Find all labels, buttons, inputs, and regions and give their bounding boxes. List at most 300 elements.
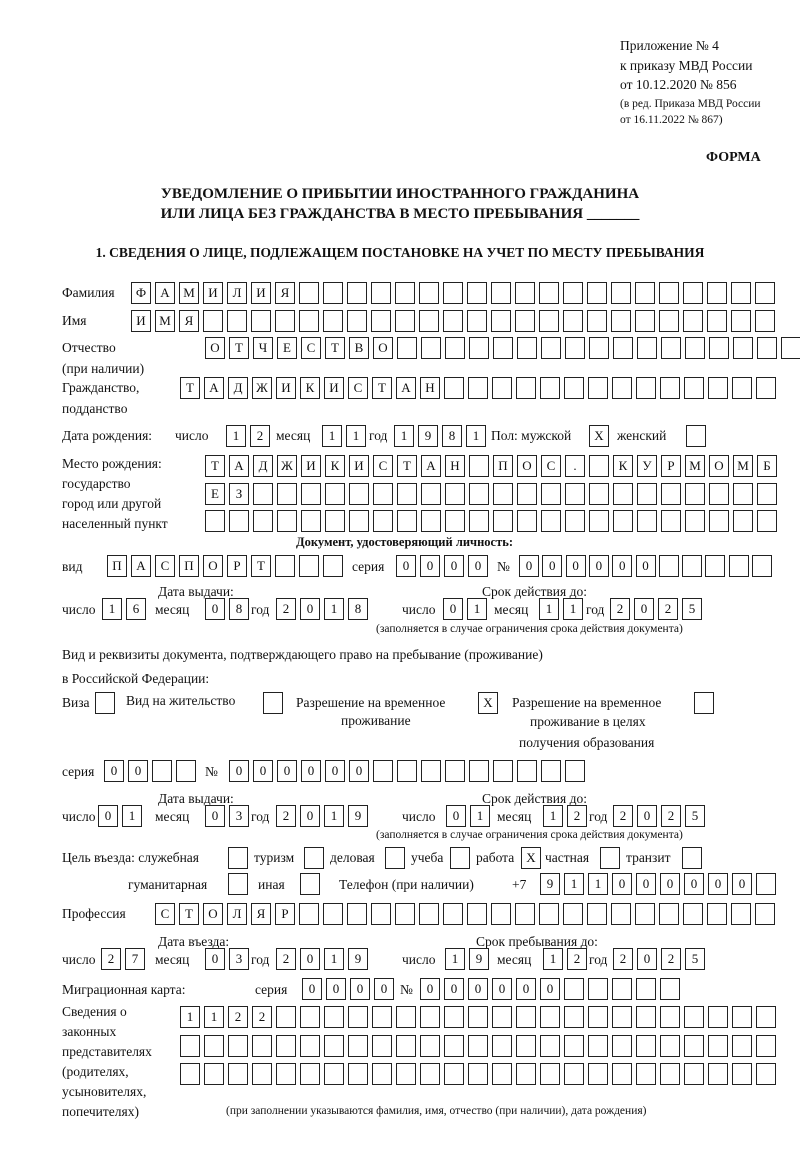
char-cell[interactable] — [469, 760, 489, 782]
char-cell[interactable]: 0 — [205, 948, 225, 970]
char-cell[interactable] — [612, 1035, 632, 1057]
char-cell[interactable] — [467, 903, 487, 925]
char-cell[interactable] — [752, 555, 772, 577]
char-cell[interactable] — [539, 282, 559, 304]
char-cell[interactable]: Д — [228, 377, 248, 399]
char-cell[interactable]: Т — [251, 555, 271, 577]
char-cell[interactable]: 0 — [444, 555, 464, 577]
char-cell[interactable] — [348, 1035, 368, 1057]
char-cell[interactable] — [300, 873, 320, 895]
char-cell[interactable]: Я — [275, 282, 295, 304]
char-cell[interactable] — [659, 555, 679, 577]
char-cell[interactable] — [324, 1006, 344, 1028]
char-cell[interactable]: 0 — [566, 555, 586, 577]
char-cell[interactable] — [371, 903, 391, 925]
char-cell[interactable] — [385, 847, 405, 869]
char-cell[interactable]: 2 — [610, 598, 630, 620]
char-cell[interactable] — [397, 510, 417, 532]
char-cell[interactable] — [445, 760, 465, 782]
char-cell[interactable]: С — [348, 377, 368, 399]
char-cell[interactable] — [228, 1063, 248, 1085]
char-cell[interactable] — [757, 510, 777, 532]
char-cell[interactable]: 1 — [346, 425, 366, 447]
char-cell[interactable] — [635, 903, 655, 925]
char-cell[interactable] — [396, 1035, 416, 1057]
char-cell[interactable] — [515, 903, 535, 925]
char-cell[interactable]: 1 — [324, 805, 344, 827]
char-cell[interactable]: П — [107, 555, 127, 577]
char-cell[interactable] — [371, 310, 391, 332]
char-cell[interactable] — [300, 1063, 320, 1085]
char-cell[interactable] — [588, 1063, 608, 1085]
char-cell[interactable] — [301, 510, 321, 532]
char-cell[interactable] — [373, 483, 393, 505]
char-cell[interactable] — [659, 903, 679, 925]
char-cell[interactable] — [450, 847, 470, 869]
char-cell[interactable] — [587, 310, 607, 332]
char-cell[interactable]: 0 — [540, 978, 560, 1000]
char-cell[interactable] — [419, 310, 439, 332]
char-cell[interactable] — [612, 377, 632, 399]
char-cell[interactable] — [683, 310, 703, 332]
char-cell[interactable] — [636, 1006, 656, 1028]
char-cell[interactable]: Л — [227, 903, 247, 925]
char-cell[interactable]: К — [325, 455, 345, 477]
char-cell[interactable]: 0 — [542, 555, 562, 577]
char-cell[interactable]: 0 — [302, 978, 322, 1000]
char-cell[interactable] — [397, 760, 417, 782]
char-cell[interactable] — [419, 282, 439, 304]
char-cell[interactable] — [493, 483, 513, 505]
char-cell[interactable] — [708, 1035, 728, 1057]
char-cell[interactable] — [661, 337, 681, 359]
char-cell[interactable] — [611, 282, 631, 304]
char-cell[interactable]: 8 — [442, 425, 462, 447]
char-cell[interactable] — [636, 978, 656, 1000]
char-cell[interactable] — [420, 1063, 440, 1085]
char-cell[interactable] — [756, 1006, 776, 1028]
char-cell[interactable]: 0 — [589, 555, 609, 577]
char-cell[interactable]: 1 — [324, 948, 344, 970]
char-cell[interactable]: 1 — [324, 598, 344, 620]
char-cell[interactable] — [371, 282, 391, 304]
char-cell[interactable] — [611, 903, 631, 925]
char-cell[interactable] — [708, 1006, 728, 1028]
char-cell[interactable] — [707, 282, 727, 304]
char-cell[interactable] — [467, 310, 487, 332]
char-cell[interactable] — [756, 1063, 776, 1085]
char-cell[interactable]: 9 — [348, 948, 368, 970]
char-cell[interactable]: 1 — [122, 805, 142, 827]
char-cell[interactable]: 0 — [229, 760, 249, 782]
char-cell[interactable] — [469, 455, 489, 477]
char-cell[interactable]: Д — [253, 455, 273, 477]
char-cell[interactable]: 2 — [252, 1006, 272, 1028]
char-cell[interactable] — [540, 377, 560, 399]
char-cell[interactable]: 0 — [443, 598, 463, 620]
char-cell[interactable]: 0 — [468, 555, 488, 577]
char-cell[interactable] — [323, 903, 343, 925]
char-cell[interactable]: Л — [227, 282, 247, 304]
char-cell[interactable] — [588, 978, 608, 1000]
char-cell[interactable]: 0 — [98, 805, 118, 827]
char-cell[interactable]: 2 — [228, 1006, 248, 1028]
char-cell[interactable] — [348, 1006, 368, 1028]
char-cell[interactable]: И — [301, 455, 321, 477]
char-cell[interactable]: 0 — [636, 555, 656, 577]
char-cell[interactable]: 2 — [276, 598, 296, 620]
char-cell[interactable]: 1 — [564, 873, 584, 895]
char-cell[interactable]: 0 — [637, 805, 657, 827]
char-cell[interactable]: 0 — [300, 948, 320, 970]
char-cell[interactable]: 0 — [492, 978, 512, 1000]
char-cell[interactable]: 2 — [276, 948, 296, 970]
char-cell[interactable] — [541, 483, 561, 505]
char-cell[interactable] — [468, 1035, 488, 1057]
char-cell[interactable] — [684, 1006, 704, 1028]
char-cell[interactable] — [347, 310, 367, 332]
char-cell[interactable]: Б — [757, 455, 777, 477]
char-cell[interactable]: М — [179, 282, 199, 304]
char-cell[interactable] — [660, 377, 680, 399]
char-cell[interactable]: 0 — [420, 555, 440, 577]
char-cell[interactable]: Т — [229, 337, 249, 359]
char-cell[interactable] — [540, 1035, 560, 1057]
char-cell[interactable]: 0 — [519, 555, 539, 577]
char-cell[interactable]: У — [637, 455, 657, 477]
char-cell[interactable] — [637, 337, 657, 359]
char-cell[interactable]: 3 — [229, 948, 249, 970]
char-cell[interactable] — [323, 555, 343, 577]
char-cell[interactable] — [684, 1035, 704, 1057]
char-cell[interactable] — [396, 1006, 416, 1028]
char-cell[interactable]: О — [517, 455, 537, 477]
char-cell[interactable]: 1 — [467, 598, 487, 620]
char-cell[interactable] — [564, 377, 584, 399]
char-cell[interactable] — [683, 903, 703, 925]
char-cell[interactable] — [275, 555, 295, 577]
char-cell[interactable] — [541, 760, 561, 782]
char-cell[interactable] — [228, 847, 248, 869]
char-cell[interactable]: 1 — [180, 1006, 200, 1028]
char-cell[interactable] — [517, 760, 537, 782]
char-cell[interactable]: 3 — [229, 805, 249, 827]
char-cell[interactable]: С — [155, 555, 175, 577]
char-cell[interactable]: Н — [445, 455, 465, 477]
char-cell[interactable]: 0 — [300, 598, 320, 620]
char-cell[interactable]: И — [324, 377, 344, 399]
char-cell[interactable] — [587, 903, 607, 925]
char-cell[interactable]: М — [685, 455, 705, 477]
char-cell[interactable]: 1 — [543, 948, 563, 970]
char-cell[interactable] — [299, 310, 319, 332]
char-cell[interactable] — [756, 873, 776, 895]
char-cell[interactable] — [491, 310, 511, 332]
char-cell[interactable] — [467, 282, 487, 304]
char-cell[interactable] — [395, 282, 415, 304]
char-cell[interactable] — [707, 310, 727, 332]
char-cell[interactable] — [444, 1006, 464, 1028]
char-cell[interactable] — [516, 1063, 536, 1085]
char-cell[interactable]: 0 — [396, 555, 416, 577]
char-cell[interactable] — [708, 1063, 728, 1085]
char-cell[interactable] — [755, 282, 775, 304]
char-cell[interactable]: 1 — [543, 805, 563, 827]
char-cell[interactable] — [588, 377, 608, 399]
char-cell[interactable]: Ч — [253, 337, 273, 359]
char-cell[interactable]: 0 — [634, 598, 654, 620]
char-cell[interactable] — [516, 1035, 536, 1057]
char-cell[interactable]: А — [155, 282, 175, 304]
char-cell[interactable]: 2 — [613, 948, 633, 970]
char-cell[interactable] — [685, 337, 705, 359]
char-cell[interactable] — [589, 510, 609, 532]
char-cell[interactable] — [683, 282, 703, 304]
char-cell[interactable] — [612, 1063, 632, 1085]
char-cell[interactable] — [180, 1035, 200, 1057]
char-cell[interactable]: 9 — [418, 425, 438, 447]
char-cell[interactable]: З — [229, 483, 249, 505]
char-cell[interactable] — [228, 1035, 248, 1057]
char-cell[interactable] — [468, 1006, 488, 1028]
char-cell[interactable] — [612, 978, 632, 1000]
char-cell[interactable] — [637, 483, 657, 505]
char-cell[interactable]: Т — [397, 455, 417, 477]
char-cell[interactable]: 0 — [350, 978, 370, 1000]
char-cell[interactable]: 9 — [469, 948, 489, 970]
char-cell[interactable] — [299, 282, 319, 304]
char-cell[interactable]: 2 — [567, 948, 587, 970]
char-cell[interactable]: 2 — [567, 805, 587, 827]
char-cell[interactable] — [445, 337, 465, 359]
char-cell[interactable] — [589, 483, 609, 505]
char-cell[interactable] — [203, 310, 223, 332]
char-cell[interactable] — [731, 282, 751, 304]
char-cell[interactable] — [347, 282, 367, 304]
char-cell[interactable] — [372, 1063, 392, 1085]
char-cell[interactable] — [564, 978, 584, 1000]
char-cell[interactable] — [348, 1063, 368, 1085]
char-cell[interactable]: 1 — [394, 425, 414, 447]
char-cell[interactable] — [708, 377, 728, 399]
char-cell[interactable]: 7 — [125, 948, 145, 970]
char-cell[interactable]: А — [131, 555, 151, 577]
char-cell[interactable]: С — [301, 337, 321, 359]
char-cell[interactable] — [540, 1063, 560, 1085]
char-cell[interactable] — [705, 555, 725, 577]
char-cell[interactable] — [443, 310, 463, 332]
char-cell[interactable]: 1 — [226, 425, 246, 447]
char-cell[interactable]: Р — [227, 555, 247, 577]
char-cell[interactable] — [324, 1063, 344, 1085]
char-cell[interactable] — [176, 760, 196, 782]
char-cell[interactable]: 6 — [126, 598, 146, 620]
char-cell[interactable] — [661, 510, 681, 532]
char-cell[interactable] — [469, 483, 489, 505]
char-cell[interactable] — [304, 847, 324, 869]
char-cell[interactable] — [229, 510, 249, 532]
char-cell[interactable]: X — [478, 692, 498, 714]
char-cell[interactable]: 1 — [322, 425, 342, 447]
char-cell[interactable] — [694, 692, 714, 714]
char-cell[interactable] — [729, 555, 749, 577]
char-cell[interactable]: 0 — [326, 978, 346, 1000]
char-cell[interactable] — [299, 903, 319, 925]
char-cell[interactable] — [493, 760, 513, 782]
char-cell[interactable] — [395, 310, 415, 332]
char-cell[interactable] — [733, 337, 753, 359]
char-cell[interactable]: Е — [277, 337, 297, 359]
char-cell[interactable] — [541, 337, 561, 359]
char-cell[interactable]: 0 — [444, 978, 464, 1000]
char-cell[interactable] — [685, 510, 705, 532]
char-cell[interactable] — [684, 377, 704, 399]
char-cell[interactable]: Т — [372, 377, 392, 399]
char-cell[interactable]: А — [204, 377, 224, 399]
char-cell[interactable] — [684, 1063, 704, 1085]
char-cell[interactable] — [635, 282, 655, 304]
char-cell[interactable]: Ф — [131, 282, 151, 304]
char-cell[interactable] — [612, 1006, 632, 1028]
char-cell[interactable]: Т — [179, 903, 199, 925]
char-cell[interactable] — [781, 337, 800, 359]
char-cell[interactable]: 1 — [102, 598, 122, 620]
char-cell[interactable]: 2 — [658, 598, 678, 620]
char-cell[interactable] — [660, 1063, 680, 1085]
char-cell[interactable] — [565, 510, 585, 532]
char-cell[interactable] — [443, 282, 463, 304]
char-cell[interactable] — [589, 455, 609, 477]
char-cell[interactable] — [757, 337, 777, 359]
char-cell[interactable] — [372, 1006, 392, 1028]
char-cell[interactable]: 0 — [420, 978, 440, 1000]
char-cell[interactable] — [152, 760, 172, 782]
char-cell[interactable] — [756, 377, 776, 399]
char-cell[interactable]: Т — [325, 337, 345, 359]
char-cell[interactable]: Н — [420, 377, 440, 399]
char-cell[interactable] — [421, 337, 441, 359]
char-cell[interactable]: В — [349, 337, 369, 359]
char-cell[interactable] — [204, 1063, 224, 1085]
char-cell[interactable]: Т — [180, 377, 200, 399]
char-cell[interactable] — [757, 483, 777, 505]
char-cell[interactable]: И — [203, 282, 223, 304]
char-cell[interactable] — [660, 1006, 680, 1028]
char-cell[interactable] — [682, 847, 702, 869]
char-cell[interactable] — [349, 510, 369, 532]
char-cell[interactable] — [565, 760, 585, 782]
char-cell[interactable]: О — [203, 555, 223, 577]
char-cell[interactable]: 0 — [708, 873, 728, 895]
char-cell[interactable] — [709, 510, 729, 532]
char-cell[interactable] — [661, 483, 681, 505]
char-cell[interactable]: 1 — [563, 598, 583, 620]
char-cell[interactable] — [515, 310, 535, 332]
char-cell[interactable]: 8 — [229, 598, 249, 620]
char-cell[interactable]: 5 — [685, 805, 705, 827]
char-cell[interactable]: Ж — [277, 455, 297, 477]
char-cell[interactable] — [588, 1035, 608, 1057]
char-cell[interactable] — [396, 1063, 416, 1085]
char-cell[interactable]: 0 — [637, 948, 657, 970]
char-cell[interactable] — [419, 903, 439, 925]
char-cell[interactable] — [444, 377, 464, 399]
char-cell[interactable] — [515, 282, 535, 304]
char-cell[interactable]: 2 — [661, 805, 681, 827]
char-cell[interactable] — [613, 510, 633, 532]
char-cell[interactable]: 0 — [205, 805, 225, 827]
char-cell[interactable] — [347, 903, 367, 925]
char-cell[interactable] — [445, 483, 465, 505]
char-cell[interactable] — [252, 1035, 272, 1057]
char-cell[interactable]: 0 — [253, 760, 273, 782]
char-cell[interactable] — [733, 483, 753, 505]
char-cell[interactable]: 2 — [276, 805, 296, 827]
char-cell[interactable] — [300, 1035, 320, 1057]
char-cell[interactable] — [709, 337, 729, 359]
char-cell[interactable] — [540, 1006, 560, 1028]
char-cell[interactable] — [659, 310, 679, 332]
char-cell[interactable]: Ж — [252, 377, 272, 399]
char-cell[interactable]: Р — [661, 455, 681, 477]
char-cell[interactable] — [686, 425, 706, 447]
char-cell[interactable] — [660, 978, 680, 1000]
char-cell[interactable]: С — [155, 903, 175, 925]
char-cell[interactable] — [253, 483, 273, 505]
char-cell[interactable] — [731, 903, 751, 925]
char-cell[interactable] — [95, 692, 115, 714]
char-cell[interactable]: 0 — [612, 555, 632, 577]
char-cell[interactable] — [373, 760, 393, 782]
char-cell[interactable] — [732, 377, 752, 399]
char-cell[interactable]: 0 — [612, 873, 632, 895]
char-cell[interactable] — [755, 310, 775, 332]
char-cell[interactable] — [493, 337, 513, 359]
char-cell[interactable] — [755, 903, 775, 925]
char-cell[interactable]: 0 — [446, 805, 466, 827]
char-cell[interactable] — [421, 510, 441, 532]
char-cell[interactable] — [731, 310, 751, 332]
char-cell[interactable] — [276, 1006, 296, 1028]
char-cell[interactable]: 0 — [516, 978, 536, 1000]
char-cell[interactable] — [563, 282, 583, 304]
char-cell[interactable]: . — [565, 455, 585, 477]
char-cell[interactable] — [732, 1006, 752, 1028]
char-cell[interactable]: Я — [179, 310, 199, 332]
char-cell[interactable] — [492, 1035, 512, 1057]
char-cell[interactable] — [587, 282, 607, 304]
char-cell[interactable]: 1 — [204, 1006, 224, 1028]
char-cell[interactable] — [420, 1006, 440, 1028]
char-cell[interactable] — [299, 555, 319, 577]
char-cell[interactable] — [517, 510, 537, 532]
char-cell[interactable] — [541, 510, 561, 532]
char-cell[interactable] — [228, 873, 248, 895]
char-cell[interactable]: О — [203, 903, 223, 925]
char-cell[interactable] — [421, 760, 441, 782]
char-cell[interactable] — [468, 377, 488, 399]
char-cell[interactable]: 0 — [301, 760, 321, 782]
char-cell[interactable]: 5 — [685, 948, 705, 970]
char-cell[interactable]: 2 — [661, 948, 681, 970]
char-cell[interactable] — [600, 847, 620, 869]
char-cell[interactable] — [205, 510, 225, 532]
char-cell[interactable] — [635, 310, 655, 332]
char-cell[interactable]: 0 — [128, 760, 148, 782]
char-cell[interactable]: И — [276, 377, 296, 399]
char-cell[interactable]: 0 — [636, 873, 656, 895]
char-cell[interactable]: 0 — [374, 978, 394, 1000]
